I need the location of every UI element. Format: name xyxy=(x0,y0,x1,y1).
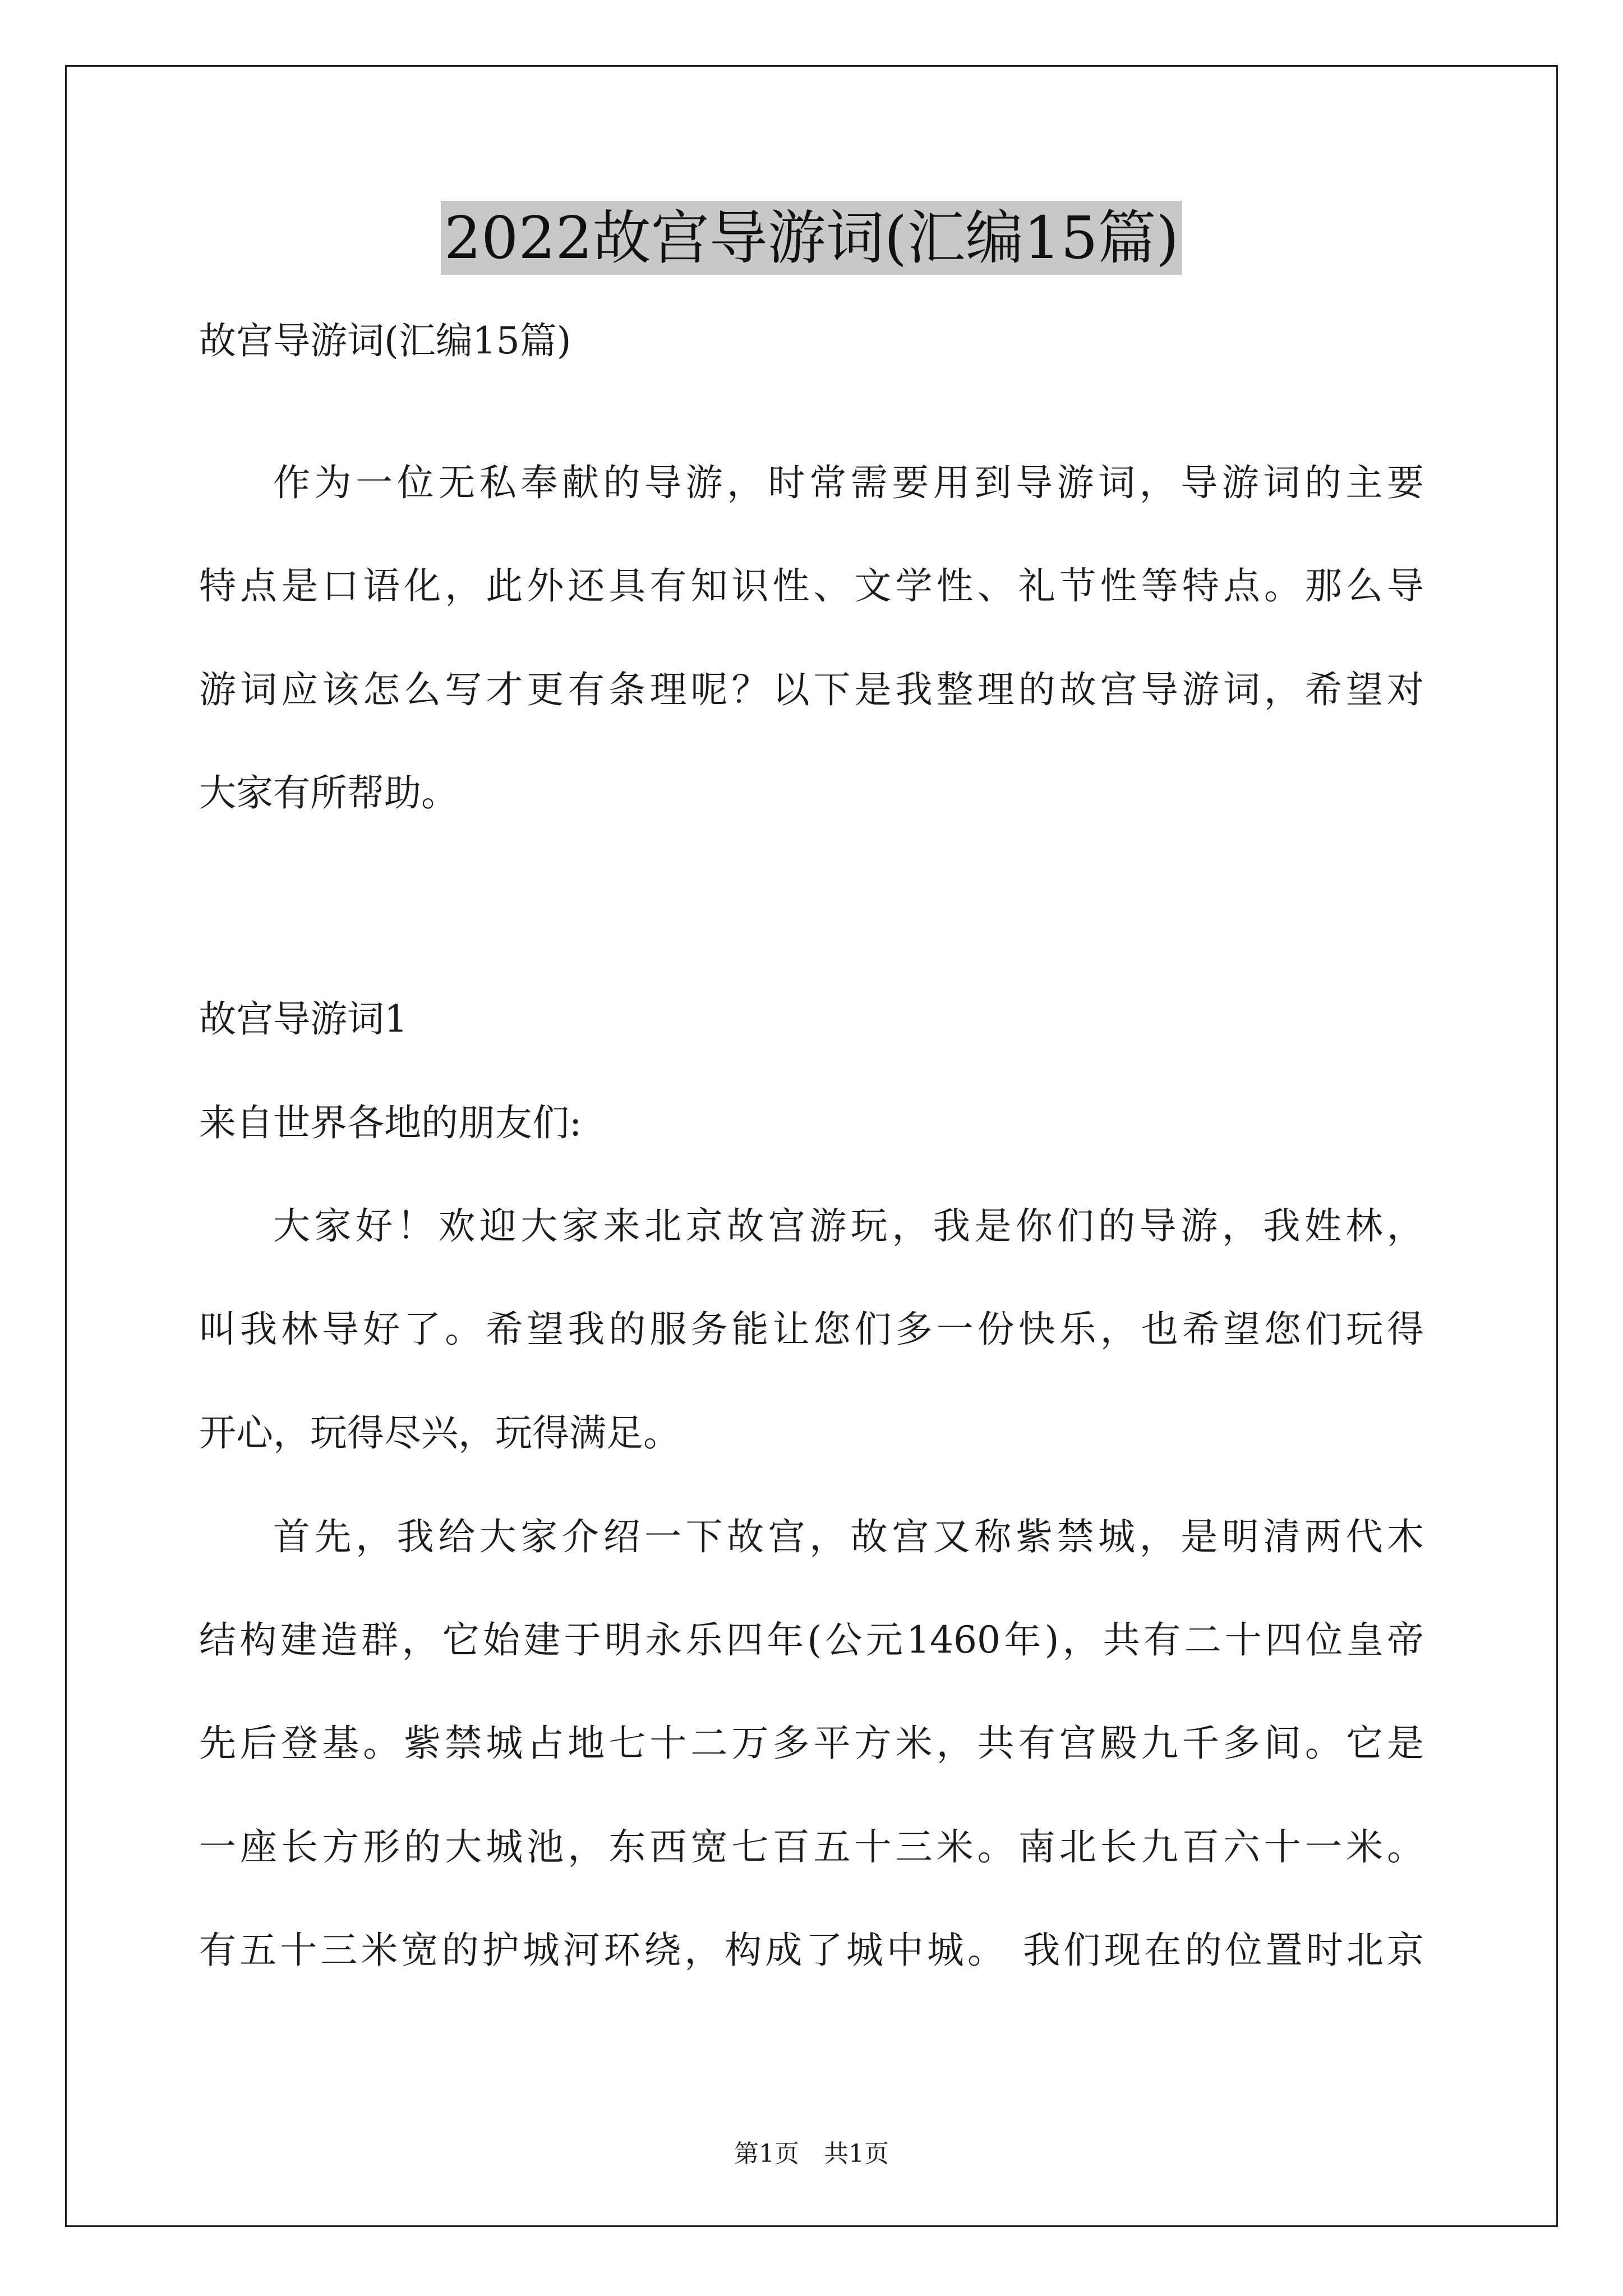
intro-line-4: 大家有所帮助。 xyxy=(199,771,458,815)
para2-line-2: 结构建造群，它始建于明永乐四年(公元1460年)，共有二十四位皇帝 xyxy=(199,1618,1424,1662)
para1-line-1: 大家好！欢迎大家来北京故宫游玩，我是你们的导游，我姓林， xyxy=(273,1204,1424,1248)
intro-line-2: 特点是口语化，此外还具有知识性、文学性、礼节性等特点。那么导 xyxy=(199,564,1424,608)
title-container xyxy=(0,201,1623,275)
section-heading: 故宫导游词1 xyxy=(199,997,408,1041)
para1-line-3: 开心，玩得尽兴，玩得满足。 xyxy=(199,1411,680,1455)
para2-line-4: 一座长方形的大城池，东西宽七百五十三米。南北长九百六十一米。 xyxy=(199,1825,1424,1869)
para2-line-1: 首先，我给大家介绍一下故宫，故宫又称紫禁城，是明清两代木 xyxy=(273,1515,1424,1558)
intro-line-1: 作为一位无私奉献的导游，时常需要用到导游词，导游词的主要 xyxy=(273,461,1424,504)
subtitle: 故宫导游词(汇编15篇) xyxy=(199,319,571,362)
page-number: 第1页 共1页 xyxy=(734,2139,889,2168)
para1-line-2: 叫我林导好了。希望我的服务能让您们多一份快乐，也希望您们玩得 xyxy=(199,1308,1424,1351)
document-title: 2022故宫导游词(汇编15篇) xyxy=(441,201,1182,275)
para2-line-5: 有五十三米宽的护城河环绕，构成了城中城。 我们现在的位置时北京 xyxy=(199,1929,1424,1972)
greeting: 来自世界各地的朋友们: xyxy=(199,1101,582,1144)
intro-line-3: 游词应该怎么写才更有条理呢？以下是我整理的故宫导游词，希望对 xyxy=(199,668,1424,711)
para2-line-3: 先后登基。紫禁城占地七十二万多平方米，共有宫殿九千多间。它是 xyxy=(199,1722,1424,1765)
